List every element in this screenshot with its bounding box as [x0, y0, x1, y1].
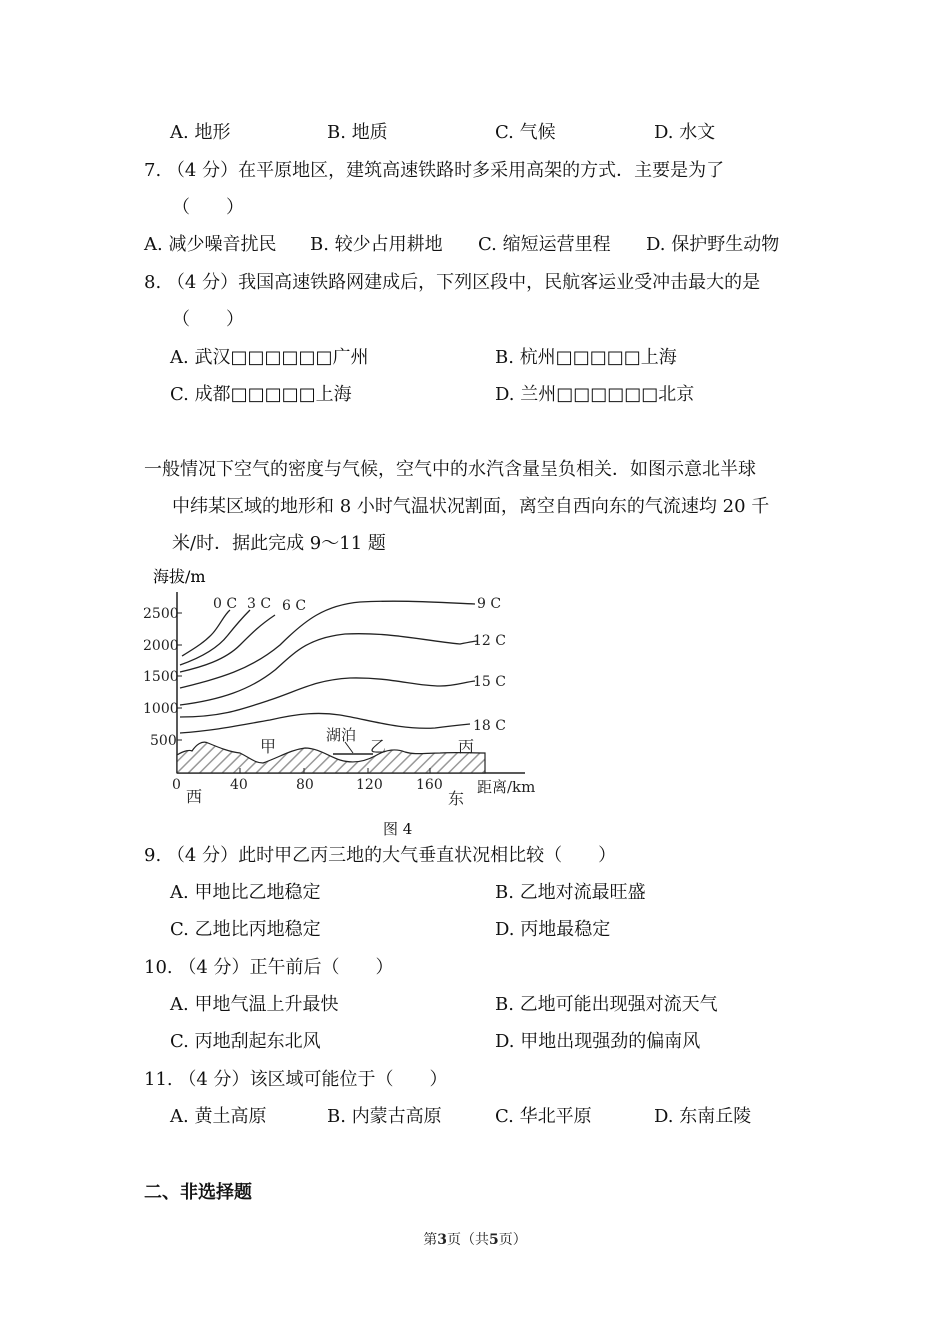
q8-option-a: A. 武汉□□□□□□广州 — [170, 347, 369, 368]
isotherm-18c — [180, 713, 470, 733]
q6-option-c: C. 气候 — [495, 122, 556, 143]
passage-line-3: 米/时．据此完成 9～11 题 — [172, 533, 386, 554]
passage-line-1: 一般情况下空气的密度与气候，空气中的水汽含量呈负相关．如图示意北半球 — [144, 459, 756, 480]
q6-option-b: B. 地质 — [327, 122, 388, 143]
q6-option-d: D. 水文 — [654, 122, 716, 143]
q7-option-d: D. 保护野生动物 — [646, 234, 780, 255]
figure-caption: 图 4 — [383, 820, 413, 838]
q10-option-a: A. 甲地气温上升最快 — [170, 994, 339, 1015]
q6-option-a: A. 地形 — [170, 122, 231, 143]
svg-text:120: 120 — [356, 777, 383, 793]
isotherm-12c — [180, 634, 478, 705]
q8-blank: （ ） — [172, 309, 244, 330]
isotherm-lines — [180, 601, 478, 733]
q9-option-c: C. 乙地比丙地稳定 — [170, 919, 321, 940]
direction-west: 西 — [186, 787, 203, 806]
place-bing: 丙 — [458, 737, 475, 756]
x-axis-label: 距离/km — [477, 778, 536, 796]
q11-stem: 11. （4 分）该区域可能位于（ ） — [144, 1069, 448, 1090]
q10-stem: 10. （4 分）正午前后（ ） — [144, 957, 394, 978]
isotherm-6c — [180, 615, 275, 672]
svg-text:160: 160 — [416, 777, 443, 793]
passage-line-2: 中纬某区域的地形和 8 小时气温状况割面，离空自西向东的气流速均 20 千 — [172, 496, 770, 517]
svg-text:500: 500 — [150, 733, 177, 749]
terrain-profile — [177, 742, 485, 773]
y-axis-label: 海拔/m — [153, 567, 206, 586]
q8-option-d: D. 兰州□□□□□□北京 — [495, 384, 695, 405]
q9-option-d: D. 丙地最稳定 — [495, 919, 611, 940]
q11-option-b: B. 内蒙古高原 — [327, 1106, 442, 1127]
q9-option-a: A. 甲地比乙地稳定 — [170, 882, 321, 903]
q7-stem: 7. （4 分）在平原地区，建筑高速铁路时多采用高架的方式．主要是为了 — [144, 160, 725, 181]
svg-text:18 C: 18 C — [473, 718, 506, 734]
q11-option-c: C. 华北平原 — [495, 1106, 592, 1127]
svg-text:2000: 2000 — [143, 638, 179, 654]
svg-text:3 C: 3 C — [247, 596, 272, 612]
place-yi: 乙 — [370, 737, 387, 756]
svg-text:9 C: 9 C — [477, 596, 502, 612]
q7-option-c: C. 缩短运营里程 — [478, 234, 611, 255]
isotherm-15c — [180, 678, 475, 717]
q7-blank: （ ） — [172, 197, 244, 218]
q10-option-c: C. 丙地刮起东北风 — [170, 1031, 321, 1052]
q7-option-b: B. 较少占用耕地 — [310, 234, 443, 255]
q8-option-b: B. 杭州□□□□□上海 — [495, 347, 677, 368]
svg-text:40: 40 — [230, 777, 248, 793]
q9-option-b: B. 乙地对流最旺盛 — [495, 882, 646, 903]
isotherm-labels — [213, 596, 506, 734]
q8-stem: 8. （4 分）我国高速铁路网建成后，下列区段中，民航客运业受冲击最大的是 — [144, 272, 761, 293]
q10-option-b: B. 乙地可能出现强对流天气 — [495, 994, 718, 1015]
svg-text:1500: 1500 — [143, 669, 179, 685]
q7-option-a: A. 减少噪音扰民 — [144, 234, 277, 255]
svg-text:0 C: 0 C — [213, 596, 238, 612]
isotherm-0c — [182, 610, 230, 656]
temperature-profile-chart — [140, 560, 540, 810]
isotherm-3c — [180, 610, 250, 665]
q8-option-c: C. 成都□□□□□上海 — [170, 384, 352, 405]
place-jia: 甲 — [260, 737, 277, 756]
section-heading: 二、非选择题 — [144, 1182, 252, 1203]
svg-text:12 C: 12 C — [473, 633, 506, 649]
svg-text:1000: 1000 — [143, 701, 179, 717]
isotherm-9c — [180, 601, 475, 688]
svg-text:0: 0 — [172, 777, 181, 793]
svg-text:15 C: 15 C — [473, 674, 506, 690]
q9-stem: 9. （4 分）此时甲乙丙三地的大气垂直状况相比较（ ） — [144, 845, 617, 866]
y-ticks — [143, 606, 182, 749]
place-lake: 湖泊 — [326, 726, 357, 744]
page-footer: 第3页（共5页） — [423, 1232, 527, 1248]
direction-east: 东 — [448, 789, 465, 808]
svg-text:80: 80 — [296, 777, 314, 793]
q11-option-a: A. 黄土高原 — [170, 1106, 267, 1127]
svg-text:6 C: 6 C — [282, 598, 307, 614]
q11-option-d: D. 东南丘陵 — [654, 1106, 752, 1127]
svg-text:2500: 2500 — [143, 606, 179, 622]
q10-option-d: D. 甲地出现强劲的偏南风 — [495, 1031, 701, 1052]
